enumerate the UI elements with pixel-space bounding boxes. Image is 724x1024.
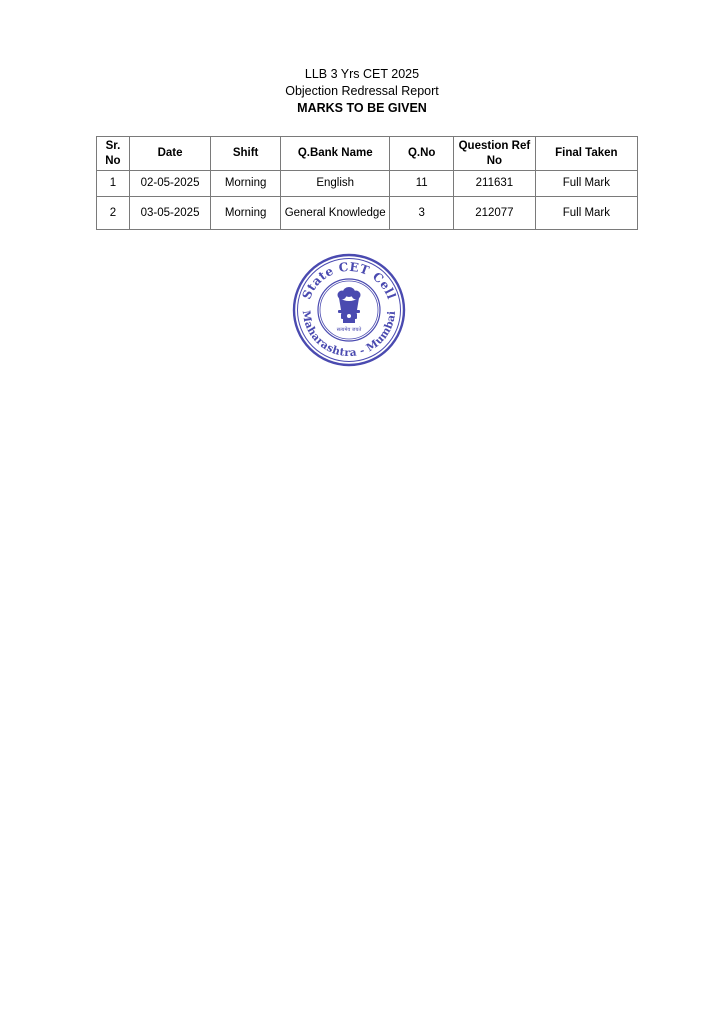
col-header-shift: Shift	[211, 137, 281, 171]
cell-ref: 212077	[454, 197, 536, 230]
cell-qno: 11	[390, 171, 454, 197]
cell-sr-no: 2	[97, 197, 130, 230]
seal-top-text: State CET Cell	[299, 259, 399, 302]
cell-shift: Morning	[211, 197, 281, 230]
cell-qno: 3	[390, 197, 454, 230]
table-row	[97, 171, 638, 197]
report-header	[0, 66, 724, 117]
col-header-sr-no: Sr. No	[97, 137, 130, 171]
lion-capital-icon	[338, 287, 361, 323]
cell-shift: Morning	[211, 171, 281, 197]
report-title: Objection Redressal Report	[285, 84, 439, 98]
col-header-qno: Q.No	[390, 137, 454, 171]
exam-title: LLB 3 Yrs CET 2025	[304, 67, 420, 81]
cell-qbank: English	[280, 171, 389, 197]
col-header-qbank: Q.Bank Name	[280, 137, 389, 171]
cell-sr-no: 1	[97, 171, 130, 197]
seal-bottom-text: Maharashtra - Mumbai	[299, 309, 399, 360]
cell-qbank: General Knowledge	[280, 197, 389, 230]
cell-ref: 211631	[454, 171, 536, 197]
seal-emblem-icon	[291, 252, 407, 368]
cell-final: Full Mark	[535, 197, 637, 230]
report-subtitle: MARKS TO BE GIVEN	[297, 101, 427, 115]
table-header-row	[97, 137, 638, 171]
objection-table	[96, 136, 638, 230]
official-seal	[291, 252, 407, 368]
cell-date: 02-05-2025	[129, 171, 210, 197]
col-header-ref: Question Ref No	[454, 137, 536, 171]
cell-final: Full Mark	[535, 171, 637, 197]
col-header-final: Final Taken	[535, 137, 637, 171]
table-row	[97, 197, 638, 230]
seal-motto: सत्यमेव जयते	[336, 327, 362, 333]
cell-date: 03-05-2025	[129, 197, 210, 230]
col-header-date: Date	[129, 137, 210, 171]
